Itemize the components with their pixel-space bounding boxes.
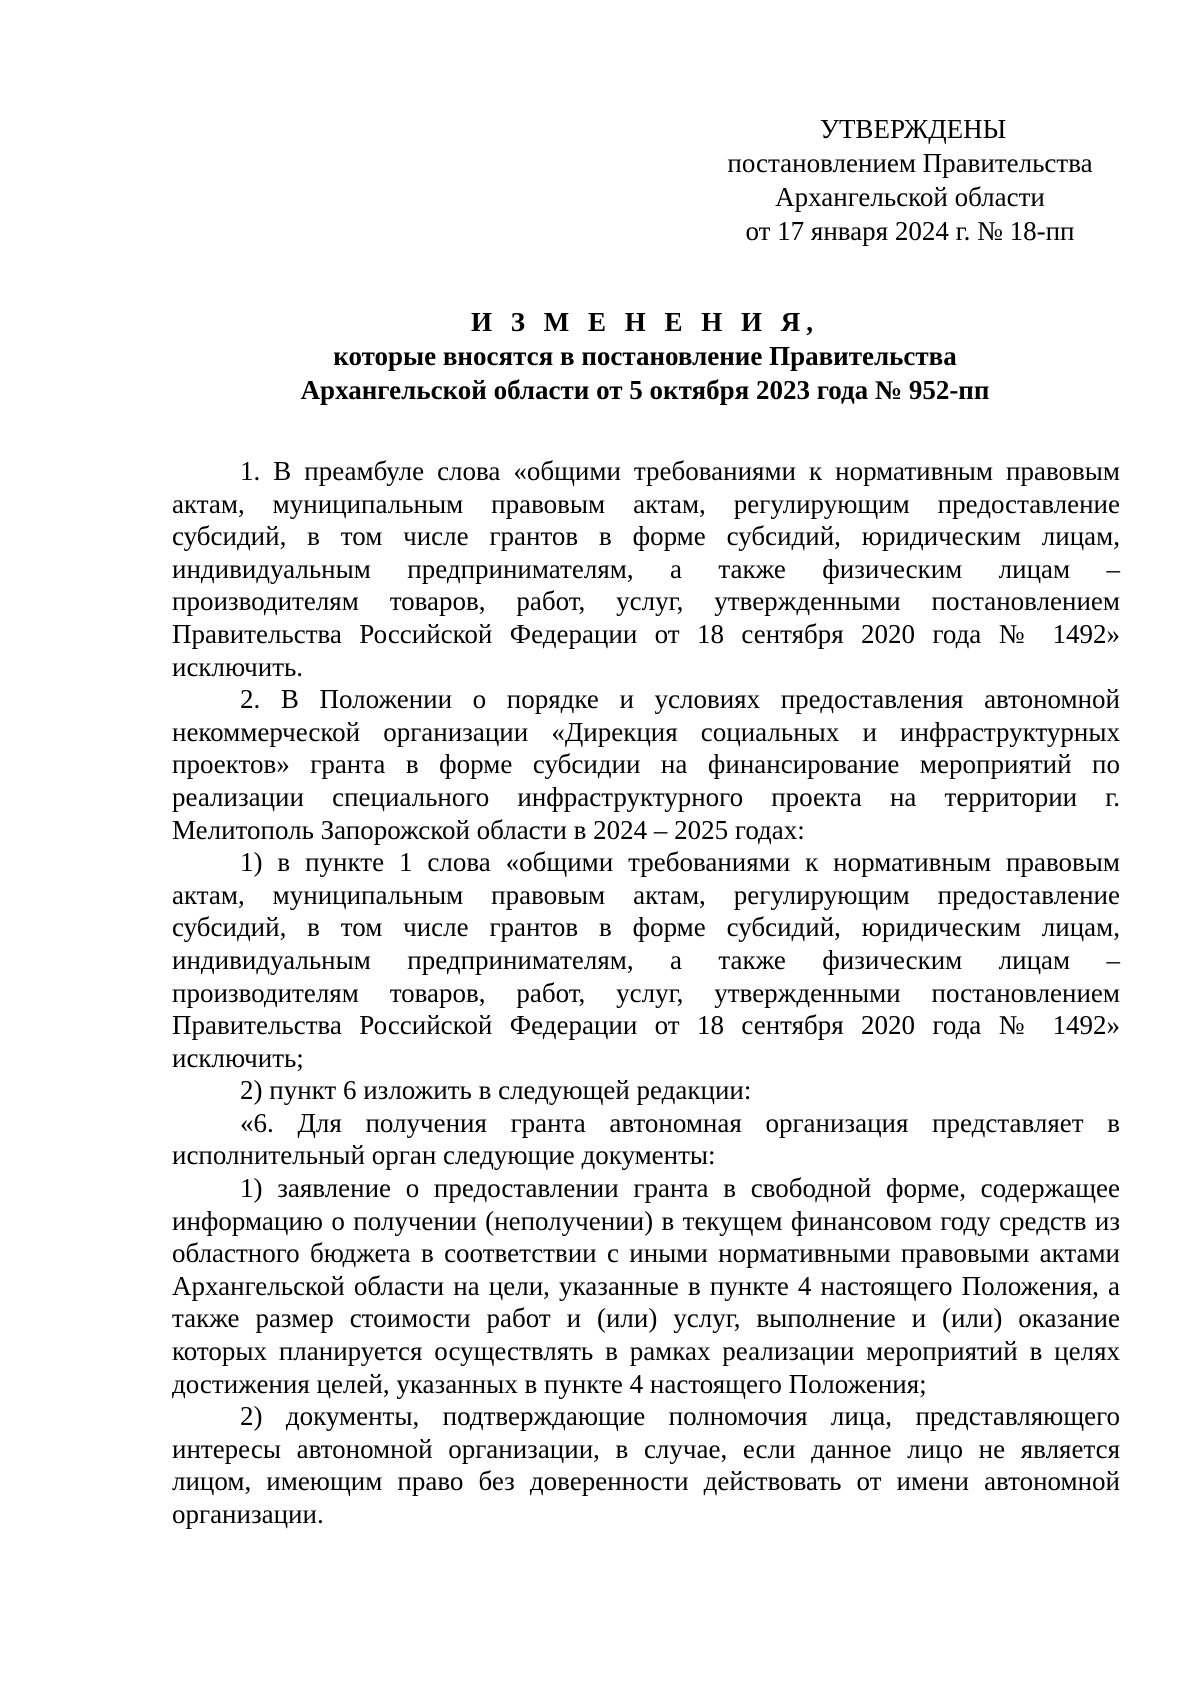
paragraph-point-6-item-2: 2) документы, подтверждающие полномочия лица, представляющего интересы автономной организации, в случае, если данное лицо не является лицом, имеющим право без доверенности действовать от имени автономной организации. [172,1401,1120,1529]
paragraph-point-6: «6. Для получения гранта автономная организация представляет в исполнительный орган следующие документы: [172,1107,1120,1171]
document-subtitle-line2: Архангельской области от 5 октября 2023 года № 952-пп [300,375,990,405]
document-heading [160,305,1130,407]
paragraph-2-item-1: 1) в пункте 1 слова «общими требованиями к нормативным правовым актам, муниципальным правовым актам, регулирующим предоставление субсидий, в том числе грантов в форме субсидий, юридическим лицам, индивидуальным предпринимателям, а также физическим лицам – производителям товаров, работ, услуг, утвержденными постановлением Правительства Российской Федерации от 18 сентября 2020 года № 1492» исключить; [172,847,1120,1073]
approval-stamp [690,112,1130,248]
approval-line-date: от 17 января 2024 г. № 18-пп [745,216,1075,246]
paragraph-point-6-item-1: 1) заявление о предоставлении гранта в свободной форме, содержащее информацию о получении (неполучении) в текущем финансовом году средств из областного бюджета в соответствии с иными нормативными правовыми актами Архангельской области на цели, указанные в пункте 4 настоящего Положения, а также размер стоимости работ и (или) услуг, выполнение и (или) оказание которых планируется осуществлять в рамках реализации мероприятий в целях достижения целей, указанных в пункте 4 настоящего Положения; [172,1173,1120,1399]
document-body [172,455,1120,1531]
approval-line-decree: постановлением Правительства [727,148,1093,178]
paragraph-1: 1. В преамбуле слова «общими требованиями к нормативным правовым актам, муниципальным правовым актам, регулирующим предоставление субсидий, в том числе грантов в форме субсидий, юридическим лицам, индивидуальным предпринимателям, а также физическим лицам – производителям товаров, работ, услуг, утвержденными постановлением Правительства Российской Федерации от 18 сентября 2020 года № 1492» исключить. [172,456,1120,682]
approval-line-region: Архангельской области [775,182,1045,212]
paragraph-2: 2. В Положении о порядке и условиях предоставления автономной некоммерческой организации «Дирекция социальных и инфраструктурных проектов» гранта в форме субсидии на финансирование мероприятий по реализации специального инфраструктурного проекта на территории г. Мелитополь Запорожской области в 2024 – 2025 годах: [172,684,1120,845]
approval-heading: УТВЕРЖДЕНЫ [819,114,1007,144]
document-title: И З М Е Н Е Н И Я, [470,307,819,337]
document-subtitle-line1: которые вносятся в постановление Правительства [333,341,957,371]
paragraph-2-item-2: 2) пункт 6 изложить в следующей редакции: [240,1075,752,1106]
